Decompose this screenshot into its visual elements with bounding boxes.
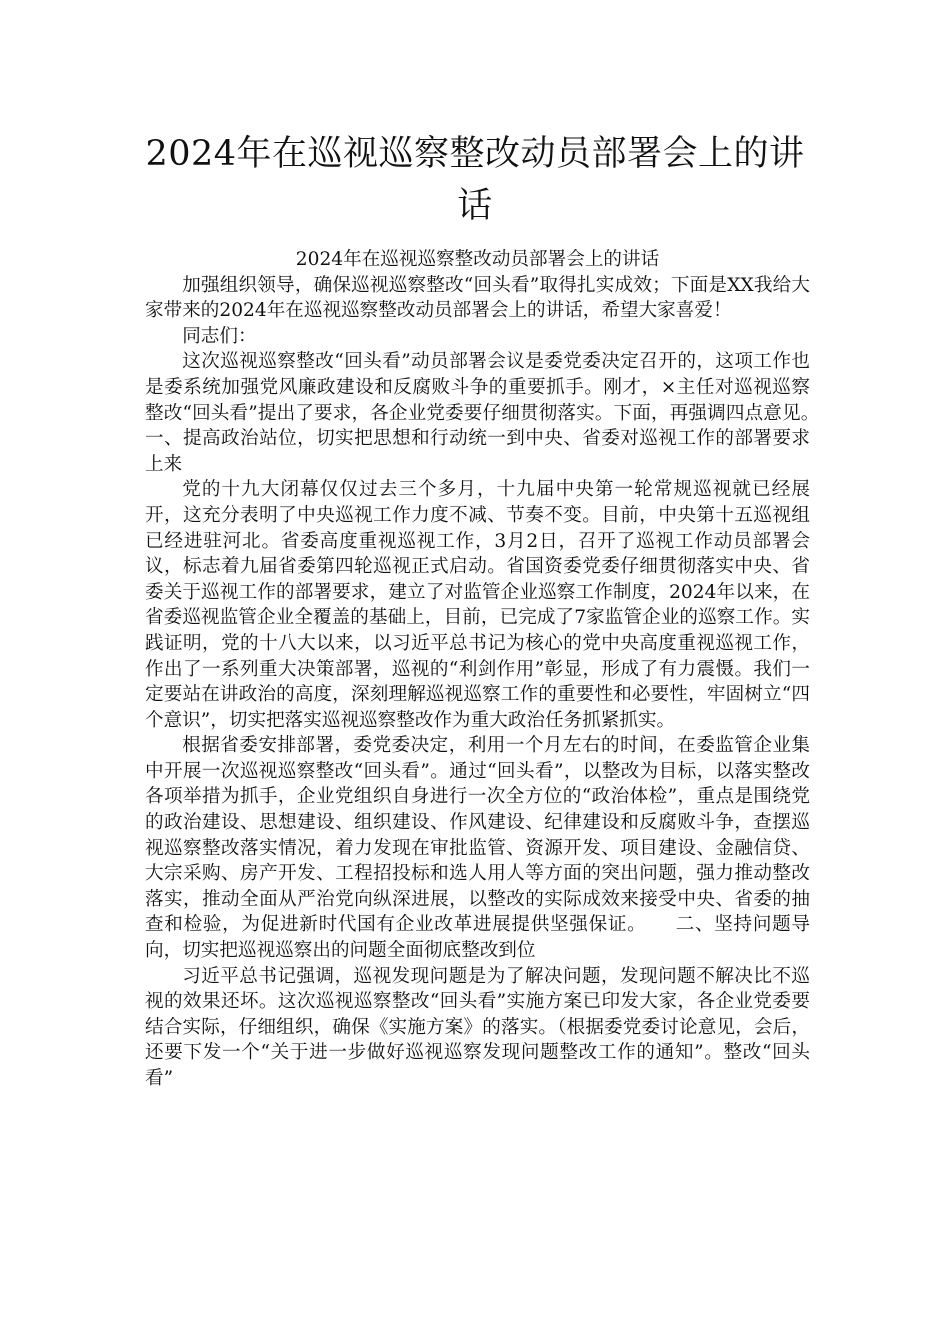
document-title: 2024年在巡视巡察整改动员部署会上的讲话 — [145, 134, 805, 226]
document-body — [145, 247, 848, 1092]
paragraph-opening: 这次巡视巡察整改“回头看”动员部署会议是委党委决定召开的，这项工作也是委系统加强党风廉政建设和反腐败斗争的重要抓手。刚才，×主任对巡视巡察整改“回头看”提出了要求，各企业党委要仔细贯彻落实。下面，再强调四点意见。 一、提高政治站位，切实把思想和行动统一到中央、省委对巡视工作的部署要求上来 — [145, 351, 848, 475]
paragraph-intro: 加强组织领导，确保巡视巡察整改“回头看”取得扎实成效；下面是XX我给大家带来的2024年在巡视巡察整改动员部署会上的讲话，希望大家喜爱！ — [145, 274, 810, 322]
paragraph-section-two: 习近平总书记强调，巡视发现问题是为了解决问题，发现问题不解决比不巡视的效果还坏。这次巡视巡察整改“回头看”实施方案已印发大家，各企业党委要结合实际，仔细组织，确保《实施方案》的落实。（根据委党委讨论意见，会后，还要下发一个“关于进一步做好巡视巡察发现问题整改工作的通知”。整改“回头看” — [145, 965, 810, 1089]
document-subtitle: 2024年在巡视巡察整改动员部署会上的讲话 — [295, 249, 660, 270]
paragraph-section-one: 党的十九大闭幕仅仅过去三个多月，十九届中央第一轮常规巡视就已经展开，这充分表明了中央巡视工作力度不减、节奏不变。目前，中央第十五巡视组已经进驻河北。省委高度重视巡视工作，3月2日，召开了巡视工作动员部署会议，标志着九届省委第四轮巡视正式启动。省国资委党委仔细贯彻落实中央、省委关于巡视工作的部署要求，建立了对监管企业巡察工作制度，2024年以来，在省委巡视监管企业全覆盖的基础上，目前，已完成了7家监管企业的巡察工作。实践证明，党的十八大以来，以习近平总书记为核心的党中央高度重视巡视工作，作出了一系列重大决策部署，巡视的“利剑作用”彰显，形成了有力震慑。我们一定要站在讲政治的高度，深刻理解巡视巡察工作的重要性和必要性，牢固树立“四个意识”，切实把落实巡视巡察整改作为重大政治任务抓紧抓实。 — [145, 479, 810, 731]
paragraph-review-plan: 根据省委安排部署，委党委决定，利用一个月左右的时间，在委监管企业集中开展一次巡视巡察整改“回头看”。通过“回头看”，以整改为目标，以落实整改各项举措为抓手，企业党组织自身进行一次全方位的“政治体检”，重点是围绕党的政治建设、思想建设、组织建设、作风建设、纪律建设和反腐败斗争，查摆巡视巡察整改落实情况，着力发现在审批监管、资源开发、项目建设、金融信贷、大宗采购、房产开发、工程招投标和选人用人等方面的突出问题，强力推动整改落实，推动全面从严治党向纵深进展，以整改的实际成效来接受中央、省委的抽查和检验，为促进新时代国有企业改革进展提供坚强保证。 二、坚持问题导向，切实把巡视巡察出的问题全面彻底整改到位 — [145, 735, 810, 962]
paragraph-salutation: 同志们： — [182, 325, 257, 347]
